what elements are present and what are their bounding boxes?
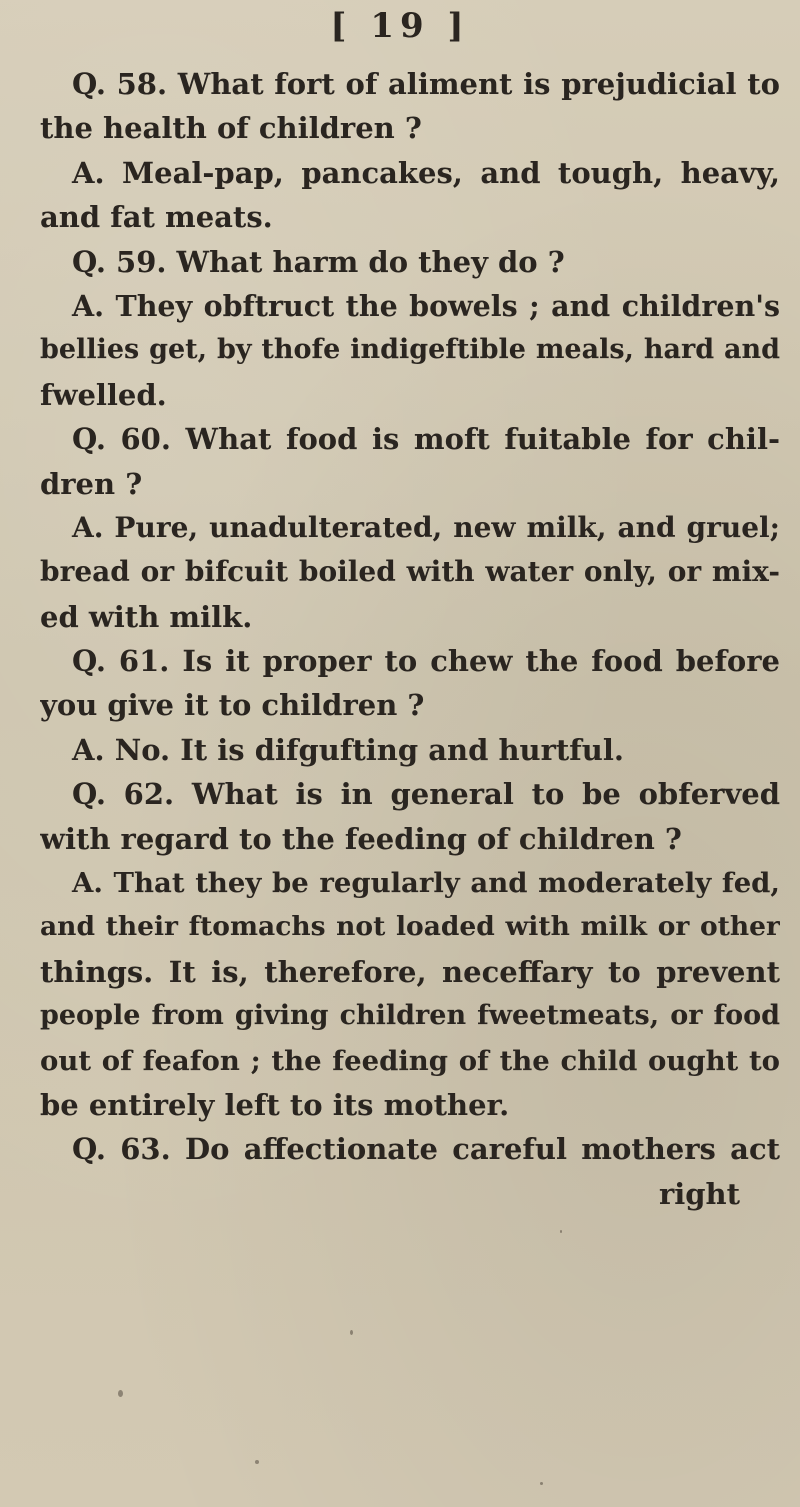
text-line: you give it to children ? [40, 688, 425, 723]
text-line: Q. 60. What food is moft fuitable for chil- [72, 422, 780, 457]
text-line: people from giving children fweetmeats, or food [40, 1000, 780, 1032]
text-line: Q. 61. Is it proper to chew the food before [72, 644, 780, 679]
text-line: out of feafon ; the feeding of the child ought to [40, 1044, 780, 1077]
ink-speck [118, 1390, 123, 1397]
text-line: and fat meats. [40, 200, 273, 235]
ink-speck [255, 1460, 259, 1464]
text-line: be entirely left to its mother. [40, 1087, 510, 1122]
text-line: A. No. It is difgufting and hurtful. [72, 732, 624, 767]
text-line: Q. 59. What harm do they do ? [72, 244, 565, 279]
text-line: A. They obftruct the bowels ; and children's [72, 288, 780, 323]
text-line: with regard to the feeding of children ? [40, 821, 682, 856]
text-line: dren ? [40, 466, 143, 501]
text-line: A. Meal-pap, pancakes, and tough, heavy, [72, 155, 780, 190]
text-line: Q. 62. What is in general to be obferved [72, 777, 780, 812]
text-line: A. That they be regularly and moderately fed, [72, 867, 780, 900]
text-line: ed with milk. [40, 599, 253, 634]
text-line: A. Pure, unadulterated, new milk, and gruel; [72, 510, 780, 544]
text-line: Q. 58. What fort of aliment is prejudicial to [72, 67, 780, 101]
text-line: bellies get, by thofe indigeftible meals, hard and [40, 334, 780, 366]
text-line: and their ftomachs not loaded with milk or other [40, 911, 780, 943]
ink-speck [350, 1330, 353, 1335]
ink-speck [540, 1482, 543, 1485]
catchword: right [658, 1176, 740, 1211]
ink-speck [560, 1230, 562, 1233]
text-line: Q. 63. Do affectionate careful mothers act [72, 1132, 780, 1167]
text-line: fwelled. [40, 377, 167, 412]
text-line: bread or bifcuit boiled with water only, or mix- [40, 555, 780, 589]
page-number-header: [ 19 ] [330, 6, 470, 46]
text-block [40, 62, 780, 1216]
text-line: the health of children ? [40, 111, 422, 146]
text-line: things. It is, therefore, neceffary to prevent [40, 954, 780, 989]
